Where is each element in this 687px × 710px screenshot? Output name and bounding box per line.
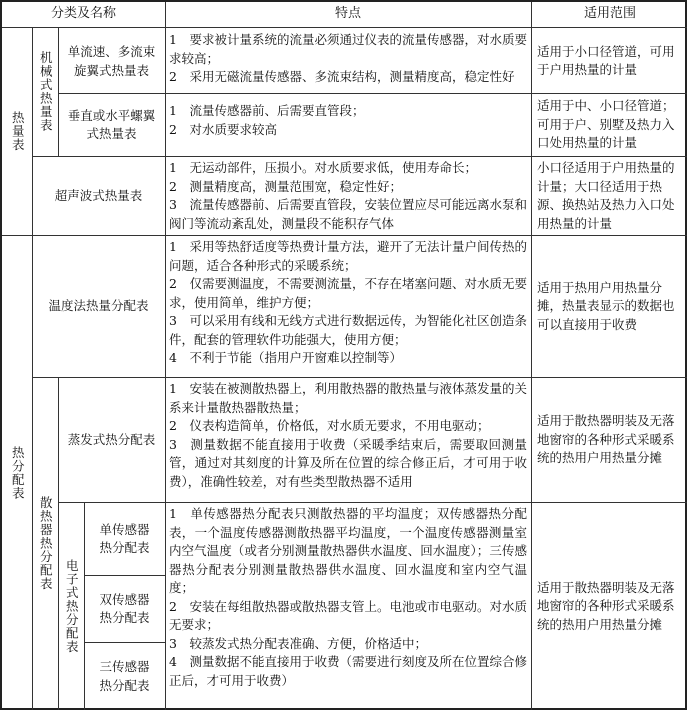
row6-scope: 适用于散热器明装及无落地窗帘的各种形式采暖系统的热用户用热量分摊 [537, 579, 675, 632]
row1-feature-1: 1 要求被计量系统的流量必须通过仪表的流量传感器，对水质要求较高； [169, 32, 527, 66]
rule-row5 [58, 502, 687, 503]
row5-feature-2: 2 仪表构造简单，价格低，对水质无要求，不用电驱动； [169, 418, 490, 433]
row1-features [165, 29, 531, 93]
row3-feature-1: 1 无运动部件，压损小。对水质要求低，使用寿命长； [169, 160, 477, 175]
rule-row4 [32, 377, 687, 378]
row2-features [165, 100, 531, 155]
row5-features [165, 378, 531, 502]
row3-feature-3: 3 流量传感器前、后需要直管段，安装位置应尽可能远离水泵和阀门等流动紊乱处，测量段不能积存气体 [169, 197, 527, 231]
rule-col-scope [531, 2, 532, 710]
row6-feature-3: 3 较蒸发式热分配表准确、方便，价格适中； [169, 635, 427, 651]
row3-scope: 小口径适用于户用热量的计量；大口径适用于热源、换热站及热力入口处用热量的计量 [537, 160, 675, 231]
row4-feature-4: 4 不利于节能（指用户开窗难以控制等） [169, 350, 402, 365]
row5-feature-1: 1 安装在被测散热器上，利用散热器的散热量与液体蒸发量的关系来计量散热器散热量； [169, 381, 527, 415]
row4-feature-1: 1 采用等热舒适度等热费计量方法，避开了无法计量户间传热的问题，适合各种形式的采暖系统； [169, 239, 527, 273]
rule-row2 [32, 156, 687, 157]
row4-name: 温度法热量分配表 [48, 298, 149, 314]
row6-feature-2: 2 安装在每组散热器或散热器支管上。电池或市电驱动。对水质无要求； [169, 598, 527, 632]
group-electronic: 电子式热分配表 [64, 558, 80, 654]
row6-features [165, 503, 531, 710]
header-features: 特点 [334, 6, 361, 22]
rule-row3 [2, 235, 687, 236]
row2-feature-2: 2 对水质要求较高 [169, 121, 277, 137]
row2-feature-1: 1 流量传感器前、后需要直管段； [169, 103, 365, 118]
rule-single-dual [84, 575, 165, 576]
row4-features [165, 236, 531, 377]
row5-scope: 适用于散热器明装及无落地窗帘的各种形式采暖系统的热用户用热量分摊 [537, 413, 675, 466]
row5-name: 蒸发式热分配表 [67, 431, 156, 447]
row1-feature-2: 2 采用无磁流量传感器、多流束结构，测量精度高，稳定性好 [169, 69, 515, 84]
row3-features [165, 157, 531, 235]
group-radiator-alloc: 散热器热分配表 [38, 496, 54, 591]
group-mechanical: 机械式热量表 [38, 51, 54, 132]
header-scope: 适用范围 [583, 6, 636, 22]
rule-col-electronic [84, 502, 85, 710]
row6-feature-1: 1 单传感器热分配表只测散热器的平均温度；双传感器热分配表，一个温度传感器测散热器平均温度，一个温度传感器测量室内空气温度（或者分别测量散热器供水温度、回水温度）；三传感器热分配表分别测量散热器供水温度、回水温度和室内空气温度； [169, 506, 527, 595]
row2-scope: 适用于中、小口径管道；可用于户、别墅及热力入口处用热量的计量 [537, 98, 675, 151]
rule-col-group [32, 27, 33, 710]
rule-col-mech [58, 27, 59, 156]
row1-name: 单流速、多流束旋翼式热量表 [67, 44, 156, 78]
row2-name: 垂直或水平螺翼式热量表 [67, 107, 156, 141]
rule-row1 [58, 93, 687, 94]
row4-feature-2: 2 仅需要测温度，不需要测流量，不存在堵塞问题、对水质无要求，使用简单，维护方便； [169, 276, 527, 310]
rule-col-radiator [58, 377, 59, 710]
rule-col-features [165, 2, 166, 710]
row3-feature-2: 2 测量精度高，测量范围宽，稳定性好； [169, 178, 402, 194]
row6-feature-4: 4 测量数据不能直接用于收费（需要进行刻度及所在位置综合修正后，才可用于收费） [169, 654, 527, 688]
row6-name-triple: 三传感器热分配表 [99, 659, 150, 693]
row6-name-dual: 双传感器热分配表 [99, 591, 150, 625]
row4-scope: 适用于热用户用热量分摊，热量表显示的数据也可以直接用于收费 [537, 279, 675, 332]
row5-feature-3: 3 测量数据不能直接用于收费（采暖季结束后，需要取回测量管，通过对其刻度的计算及所在位置的综合修正后，才可用于收费），准确性较差，对有些类型散热器不适用 [169, 436, 527, 489]
row6-name-single: 单传感器热分配表 [99, 521, 150, 555]
rule-dual-triple [84, 642, 165, 643]
header-name: 分类及名称 [50, 6, 116, 22]
group-heat-alloc: 热分配表 [10, 445, 26, 500]
row4-feature-3: 3 可以采用有线和无线方式进行数据远传，为智能化社区创造条件，配套的管理软件功能强大，使用方便； [169, 313, 527, 347]
group-heat-meter: 热量表 [10, 110, 26, 152]
rule-header [2, 27, 687, 28]
row3-name: 超声波式热量表 [54, 187, 143, 203]
row1-scope: 适用于小口径管道，可用于户用热量的计量 [537, 43, 675, 77]
